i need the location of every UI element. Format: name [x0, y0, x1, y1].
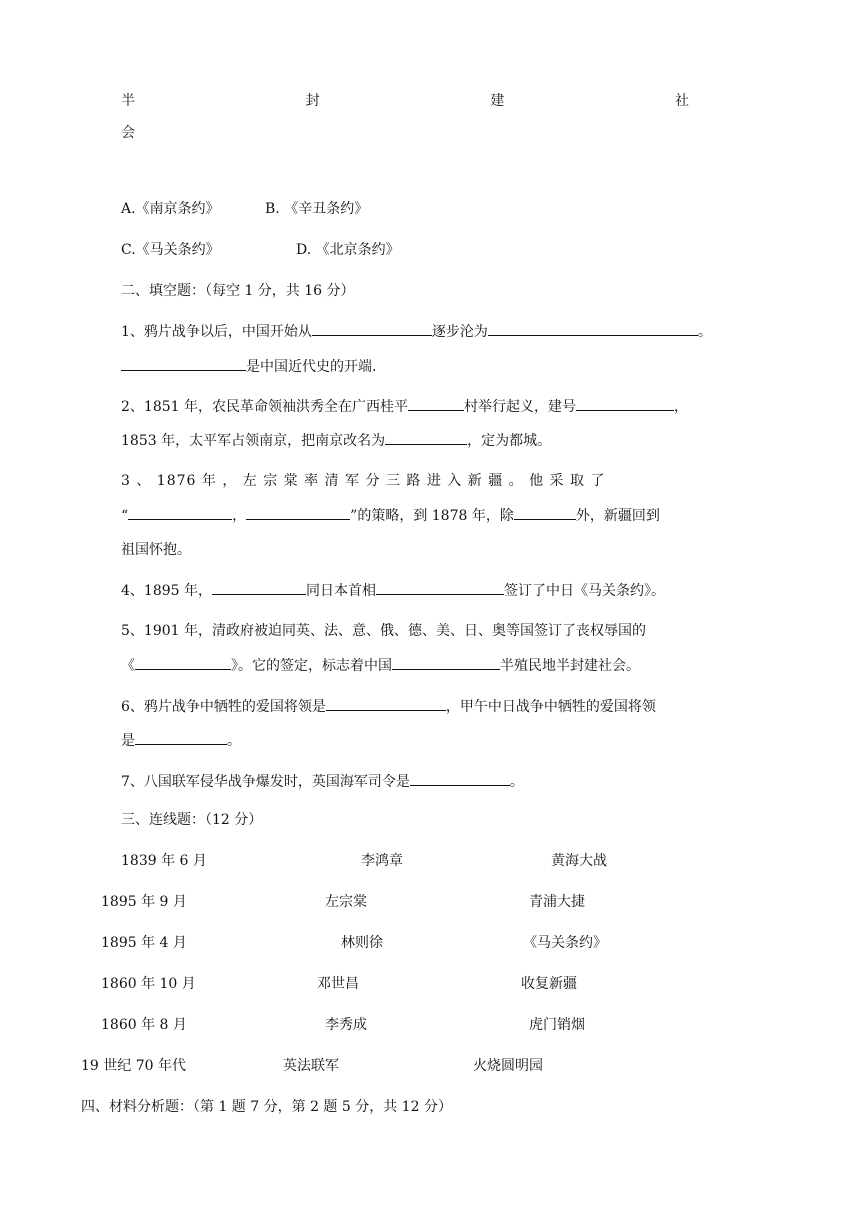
option-c: C.《马关条约》	[121, 242, 220, 258]
q6-blank-1[interactable]	[326, 696, 446, 711]
option-a: A.《南京条约》	[121, 201, 220, 217]
match-person[interactable]: 左宗棠	[325, 894, 367, 910]
q3-line3: 祖国怀抱。	[121, 542, 191, 558]
q5-blank-2[interactable]	[392, 655, 500, 670]
section4-heading: 四、材料分析题：（第 1 题 7 分，第 2 题 5 分，共 12 分）	[81, 1099, 452, 1115]
match-date[interactable]: 1860 年 10 月	[101, 976, 196, 992]
match-person[interactable]: 林则徐	[341, 935, 383, 951]
match-person[interactable]: 邓世昌	[317, 976, 359, 992]
spread-char: 社	[674, 93, 689, 109]
spread-char: 半	[121, 93, 135, 109]
option-d: D. 《北京条约》	[296, 242, 400, 258]
q7-blank-1[interactable]	[410, 771, 510, 786]
q6-blank-2[interactable]	[135, 730, 227, 745]
q5-line2: 《 》。它的签定，标志着中国 半殖民地半封建社会。	[121, 655, 640, 676]
spread-line	[121, 91, 689, 111]
match-event[interactable]: 收复新疆	[521, 976, 577, 992]
q5-blank-1[interactable]	[135, 655, 231, 670]
q3-blank-3[interactable]	[514, 505, 576, 520]
q3-line2: “ ， ”的策略，到 1878 年，除 外，新疆回到	[121, 505, 660, 526]
q3-line1: 3 、 1876 年 ， 左 宗 棠 率 清 军 分 三 路 进 入 新 疆 。 他 采 取 了	[121, 473, 606, 489]
q1-blank-2[interactable]	[488, 321, 698, 336]
match-date[interactable]: 1839 年 6 月	[121, 853, 207, 869]
q2-line1: 2、1851 年，农民革命领袖洪秀全在广西桂平 村举行起义，建号 ，	[121, 396, 688, 417]
match-person[interactable]: 李秀成	[325, 1017, 367, 1033]
match-event[interactable]: 火烧圆明园	[473, 1058, 543, 1074]
q5-line1: 5、1901 年，清政府被迫同英、法、意、俄、德、美、日、奥等国签订了丧权辱国的	[121, 623, 646, 639]
q4-line: 4、1895 年， 同日本首相 签订了中日《马关条约》。	[121, 580, 665, 601]
q6-line1: 6、鸦片战争中牺牲的爱国将领是 ，甲午中日战争中牺牲的爱国将领	[121, 696, 656, 717]
q1-blank-1[interactable]	[312, 321, 432, 336]
q4-blank-1[interactable]	[212, 580, 306, 595]
match-date[interactable]: 1895 年 9 月	[101, 894, 187, 910]
q7-line: 7、八国联军侵华战争爆发时，英国海军司令是 。	[121, 771, 524, 792]
q3-blank-1[interactable]	[128, 505, 232, 520]
q1-line1: 1、鸦片战争以后，中国开始从 逐步沦为 。	[121, 321, 712, 342]
wrap-char: 会	[121, 125, 135, 141]
q6-line2: 是 。	[121, 730, 241, 751]
match-person[interactable]: 英法联军	[283, 1058, 339, 1074]
match-date[interactable]: 1895 年 4 月	[101, 935, 187, 951]
match-event[interactable]: 青浦大捷	[529, 894, 585, 910]
q4-blank-2[interactable]	[376, 580, 504, 595]
match-event[interactable]: 《马关条约》	[523, 935, 607, 951]
match-person[interactable]: 李鸿章	[361, 853, 403, 869]
q2-blank-2[interactable]	[576, 396, 674, 411]
match-date[interactable]: 19 世纪 70 年代	[81, 1058, 186, 1074]
option-b: B. 《辛丑条约》	[265, 201, 369, 217]
spread-char: 建	[490, 93, 505, 109]
section2-heading: 二、填空题：（每空 1 分，共 16 分）	[121, 283, 355, 299]
q1-line2: 是中国近代史的开端.	[121, 356, 376, 377]
q2-blank-3[interactable]	[385, 430, 467, 445]
match-event[interactable]: 黄海大战	[551, 853, 607, 869]
section3-heading: 三、连线题：（12 分）	[121, 812, 263, 828]
q1-blank-3[interactable]	[121, 356, 246, 371]
q2-blank-1[interactable]	[408, 396, 464, 411]
spread-char: 封	[305, 93, 320, 109]
q2-line2: 1853 年，太平军占领南京，把南京改名为 ，定为都城。	[121, 430, 551, 451]
match-event[interactable]: 虎门销烟	[529, 1017, 585, 1033]
match-date[interactable]: 1860 年 8 月	[101, 1017, 187, 1033]
q3-blank-2[interactable]	[246, 505, 350, 520]
